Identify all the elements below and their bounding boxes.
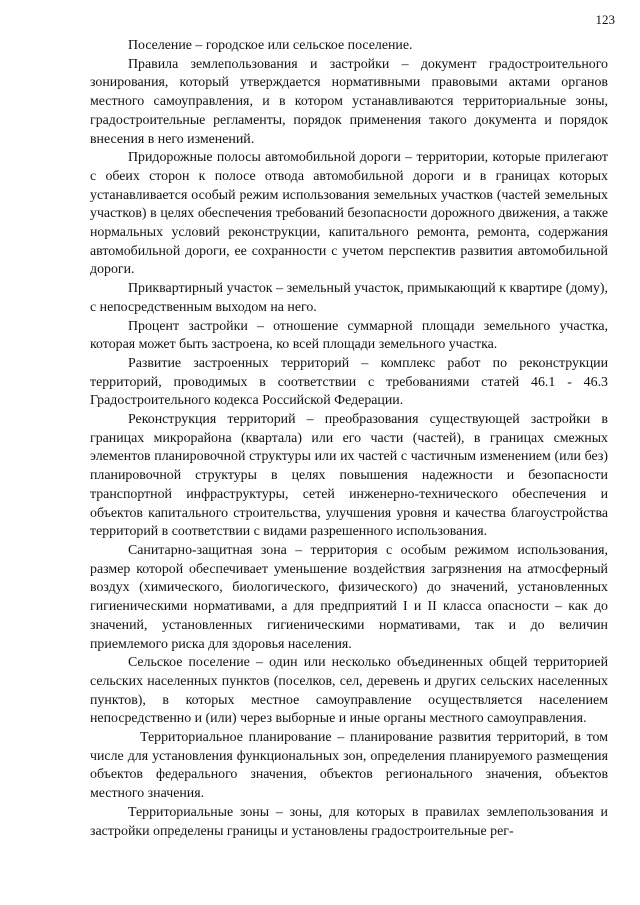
page-number: 123 [595, 12, 615, 27]
paragraph-pridorozhnye-polosy: Придорожные полосы автомобильной дороги – территории, которые прилегают с обеих сторон к полосе отвода автомобильной дороги и в границах которых устанавливается особый режим использования земельных участков (частей земельных участков) в целях обеспечения требований безопасности дорожного движения, а также нормальных условий реконструкции, капитального ремонта, ремонта, содержания автомобильной дороги, ее сохранности с учетом перспектив развития автомобильной дороги. [90, 150, 608, 278]
paragraph-rekonstrukciya-territorii: Реконструкция территорий – преобразования существующей застройки в границах микрорайона (квартала) или его части (частей), в границах смежных элементов планировочной структуры или их частей с частичным изменением (или без) планировочной структуры в целях повышения надежности и безопасности транспортной инфраструктуры, сетей инженерно-технического обеспечения и объектов капитального строительства, улучшения уровня и качества благоустройства территорий в соответствии с видами разрешенного использования. [90, 412, 608, 540]
paragraph-sanitarno-zashchitnaya-zona: Санитарно-защитная зона – территория с особым режимом использования, размер которой обеспечивает уменьшение воздействия загрязнения на атмосферный воздух (химического, биологического, физического) до значений, установленных гигиеническими нормативами, а для предприятий I и II класса опасности – как до значений, установленных гигиеническими нормативами, так и до величин приемлемого риска для здоровья населения. [90, 542, 608, 652]
paragraph-territorialnye-zony: Территориальные зоны – зоны, для которых в правилах землепользования и застройки определены границы и установлены градостроительные рег- [90, 804, 608, 839]
paragraph-procent-zastroiki: Процент застройки – отношение суммарной площади земельного участка, которая может быть застроена, ко всей площади земельного участка. [90, 318, 608, 353]
paragraph-territorialnoe-planirovanie: Территориальное планирование – планирование развития территорий, в том числе для установления функциональных зон, определения планируемого размещения объектов федерального значения, объектов регионального значения, объектов местного значения. [90, 730, 608, 802]
paragraph-razvitie-territorii: Развитие застроенных территорий – комплекс работ по реконструкции территорий, проводимых в соответствии с требованиями статей 46.1 - 46.3 Градостроительного кодекса Российской Федерации. [90, 355, 608, 409]
paragraph-poselenie: Поселение – городское или сельское поселение. [128, 38, 413, 53]
paragraph-selskoe-poselenie: Сельское поселение – один или несколько объединенных общей территорией сельских населенных пунктов (поселков, сел, деревень и других сельских населенных пунктов), в которых местное самоуправление осуществляется населением непосредственно и (или) через выборные и иные органы местного самоуправления. [90, 655, 608, 727]
paragraph-pravila-zemlepolzovaniya: Правила землепользования и застройки – документ градостроительного зонирования, который утверждается нормативными правовыми актами органов местного самоуправления, и в котором устанавливаются территориальные зоны, градостроительные регламенты, порядок применения такого документа и порядок внесения в него изменений. [90, 56, 608, 147]
paragraph-prikvartirnyi-uchastok: Приквартирный участок – земельный участок, примыкающий к квартире (дому), с непосредственным выходом на него. [90, 281, 608, 315]
page-body [90, 37, 608, 841]
